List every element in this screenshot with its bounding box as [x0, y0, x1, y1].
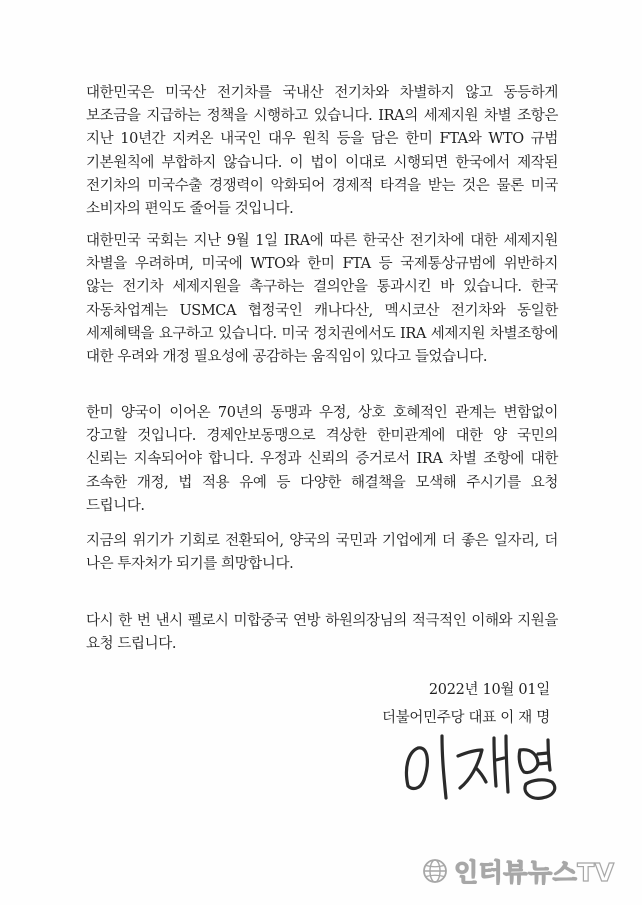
letter-date: 2022년 10월 01일 [428, 682, 550, 698]
letter-paragraph-1: 대한민국은 미국산 전기차를 국내산 전기차와 차별하지 않고 동등하게 보조금을 지급하는 정책을 시행하고 있습니다. IRA의 세제지원 차별 조항은 지난 10년간 지켜온 내국인 대우 원칙 등을 담은 한미 FTA와 WTO 규범 기본원칙에 부합하지 않습니다. 이 법이 이대로 시행되면 한국에서 제작된 전기차의 미국수출 경쟁력이 악화되어 경제적 타격을 받는 것은 물론 미국 소비자의 편익도 줄어들 것입니다. [86, 85, 558, 218]
letter-paragraph-3: 한미 양국이 이어온 70년의 동맹과 우정, 상호 호혜적인 관계는 변함없이 강고할 것입니다. 경제안보동맹으로 격상한 한미관계에 대한 양 국민의 신뢰는 지속되어야 합니다. 우정과 신뢰의 증거로서 IRA 차별 조항에 대한 조속한 개정, 법 적용 유예 등 다양한 해결책을 모색해 주시기를 요청 드립니다. [86, 405, 558, 514]
letter-paragraph-2: 대한민국 국회는 지난 9월 1일 IRA에 따른 한국산 전기차에 대한 세제지원 차별을 우려하며, 미국에 WTO와 한미 FTA 등 국제통상규범에 위반하지 않는 전기차 세제지원을 촉구하는 결의안을 통과시킨 바 있습니다. 한국 자동차업계는 USMCA 협정국인 캐나다산, 멕시코산 전기차와 동일한 세제혜택을 요구하고 있습니다. 미국 정치권에서도 IRA 세제지원 차별조항에 대한 우려와 개정 필요성에 공감하는 움직임이 있다고 들었습니다. [86, 233, 558, 366]
signer-name: 더불어민주당 대표 이 재 명 [381, 710, 550, 726]
handwritten-signature [398, 728, 578, 804]
globe-icon [422, 858, 448, 884]
letter-paragraph-5: 다시 한 번 낸시 펠로시 미합중국 연방 하원의장님의 적극적인 이해와 지원을 요청 드립니다. [86, 613, 558, 653]
watermark-text: 인터뷰뉴스TV [454, 858, 615, 887]
letter-paragraph-4: 지금의 위기가 기회로 전환되어, 양국의 국민과 기업에게 더 좋은 일자리, 더 나은 투자처가 되기를 희망합니다. [86, 533, 558, 573]
watermark [422, 854, 615, 888]
